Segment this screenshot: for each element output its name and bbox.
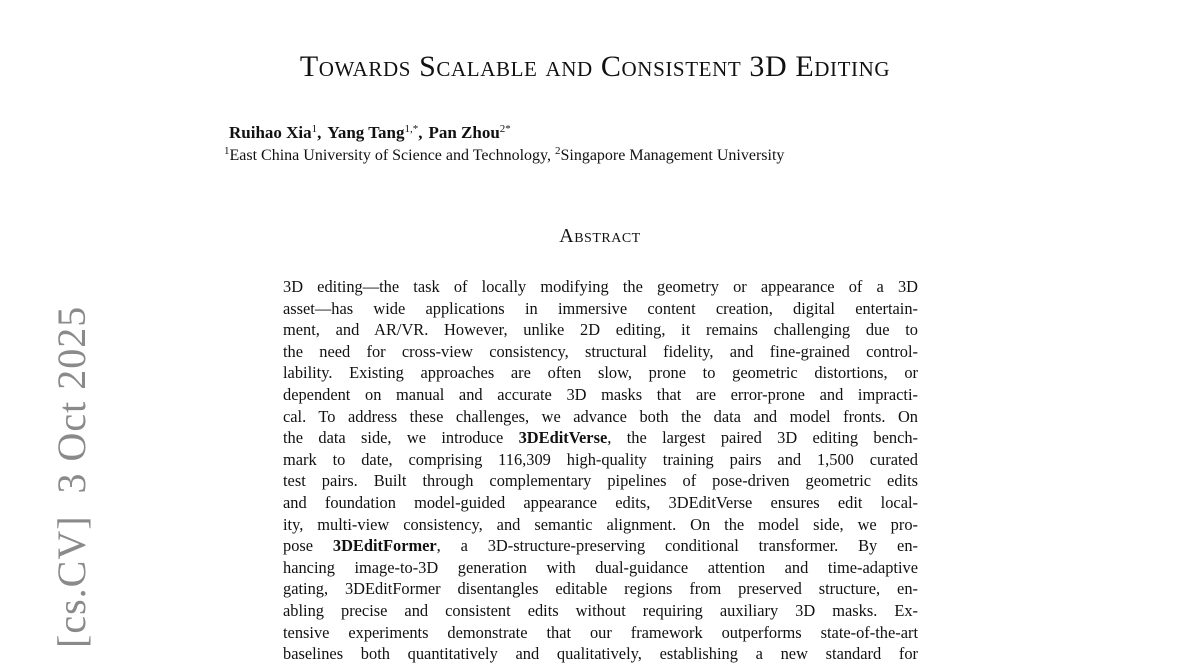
affiliation-separator: ,: [546, 147, 555, 164]
abstract-text: cal. To address these challenges, we advance both the data and model fronts. On: [283, 406, 918, 426]
abstract-line: [283, 470, 918, 492]
abstract-text: ity, multi-view consistency, and semantic alignment. On the model side, we pro-: [283, 514, 918, 534]
author-affiliation-mark: 1,*: [404, 123, 419, 135]
abstract-line: [283, 535, 918, 557]
abstract-line: [283, 298, 918, 320]
abstract-line: [283, 384, 918, 406]
affiliation-mark: 1: [224, 145, 230, 157]
abstract-line: [283, 622, 918, 644]
affiliation: [224, 147, 555, 164]
abstract-text: tensive experiments demonstrate that our framework outperforms state-of-the-art: [283, 622, 918, 642]
affiliation-mark: 2: [554, 145, 561, 157]
abstract-line: [283, 643, 918, 665]
author-affiliation-mark: 2*: [499, 123, 511, 135]
abstract-body: [283, 276, 918, 665]
abstract-line: [283, 362, 918, 384]
abstract-line: [283, 341, 918, 363]
abstract-line: [283, 406, 918, 428]
author-affiliation-mark: 1: [311, 123, 318, 135]
abstract-text: asset—has wide applications in immersive content creation, digital entertain-: [283, 298, 918, 318]
abstract-line: [283, 557, 918, 579]
abstract-text: test pairs. Built through complementary pipelines of pose-driven geometric edits: [283, 471, 918, 491]
author-name: Pan Zhou: [428, 123, 500, 142]
abstract-text: baselines both quantitatively and qualitatively, establishing a new standard for: [283, 644, 918, 664]
abstract-bold-term: 3DEditVerse: [518, 428, 608, 448]
abstract-line: [283, 319, 918, 341]
abstract-line: [283, 600, 918, 622]
abstract-line: [283, 449, 918, 471]
abstract-text: , the largest paired 3D editing bench-: [607, 428, 918, 448]
author-separator: ,: [418, 123, 423, 142]
abstract-text: dependent on manual and accurate 3D masks that are error-prone and impracti-: [283, 384, 918, 404]
affiliation: [555, 147, 784, 164]
arxiv-date: 3 Oct 2025: [49, 305, 94, 494]
abstract-text: 3D editing—the task of locally modifying the geometry or appearance of a 3D: [283, 277, 918, 296]
author-separator: ,: [317, 123, 322, 142]
author-list: [229, 123, 511, 143]
author-name: Ruihao Xia: [229, 123, 312, 142]
abstract-text: mark to date, comprising 116,309 high-quality training pairs and 1,500 curated: [283, 449, 918, 469]
author: [428, 123, 510, 142]
author: [229, 123, 321, 142]
abstract-text: gating, 3DEditFormer disentangles editable regions from preserved structure, en-: [283, 579, 918, 599]
arxiv-stamp: [49, 305, 94, 648]
affiliation-name: Singapore Management University: [560, 147, 785, 164]
affiliation-list: [224, 146, 784, 166]
abstract-text: the data side, we introduce: [283, 428, 519, 448]
abstract-text: the need for cross-view consistency, structural fidelity, and fine-grained control-: [283, 341, 918, 361]
abstract-text: and foundation model-guided appearance edits, 3DEditVerse ensures edit local-: [283, 492, 918, 512]
abstract-text: , a 3D-structure-preserving conditional transformer. By en-: [436, 536, 918, 556]
author: [327, 123, 422, 142]
author-name: Yang Tang: [327, 123, 405, 142]
abstract-text: abling precise and consistent edits without requiring auxiliary 3D masks. Ex-: [283, 600, 918, 620]
abstract-line: [283, 578, 918, 600]
abstract-line: [283, 514, 918, 536]
abstract-line: [283, 492, 918, 514]
abstract-heading: Abstract: [559, 225, 641, 247]
abstract-line: [283, 427, 918, 449]
abstract-text: pose: [283, 536, 333, 556]
arxiv-category: [cs.CV]: [49, 515, 94, 648]
abstract-bold-term: 3DEditFormer: [332, 536, 437, 556]
abstract-text: lability. Existing approaches are often slow, prone to geometric distortions, or: [283, 363, 918, 383]
abstract-text: ment, and AR/VR. However, unlike 2D editing, it remains challenging due to: [283, 320, 918, 340]
abstract-text: hancing image-to-3D generation with dual-guidance attention and time-adaptive: [283, 557, 918, 577]
abstract-line: [283, 276, 918, 298]
paper-title: Towards Scalable and Consistent 3D Editing: [299, 50, 891, 83]
affiliation-name: East China University of Science and Technology: [229, 147, 547, 164]
